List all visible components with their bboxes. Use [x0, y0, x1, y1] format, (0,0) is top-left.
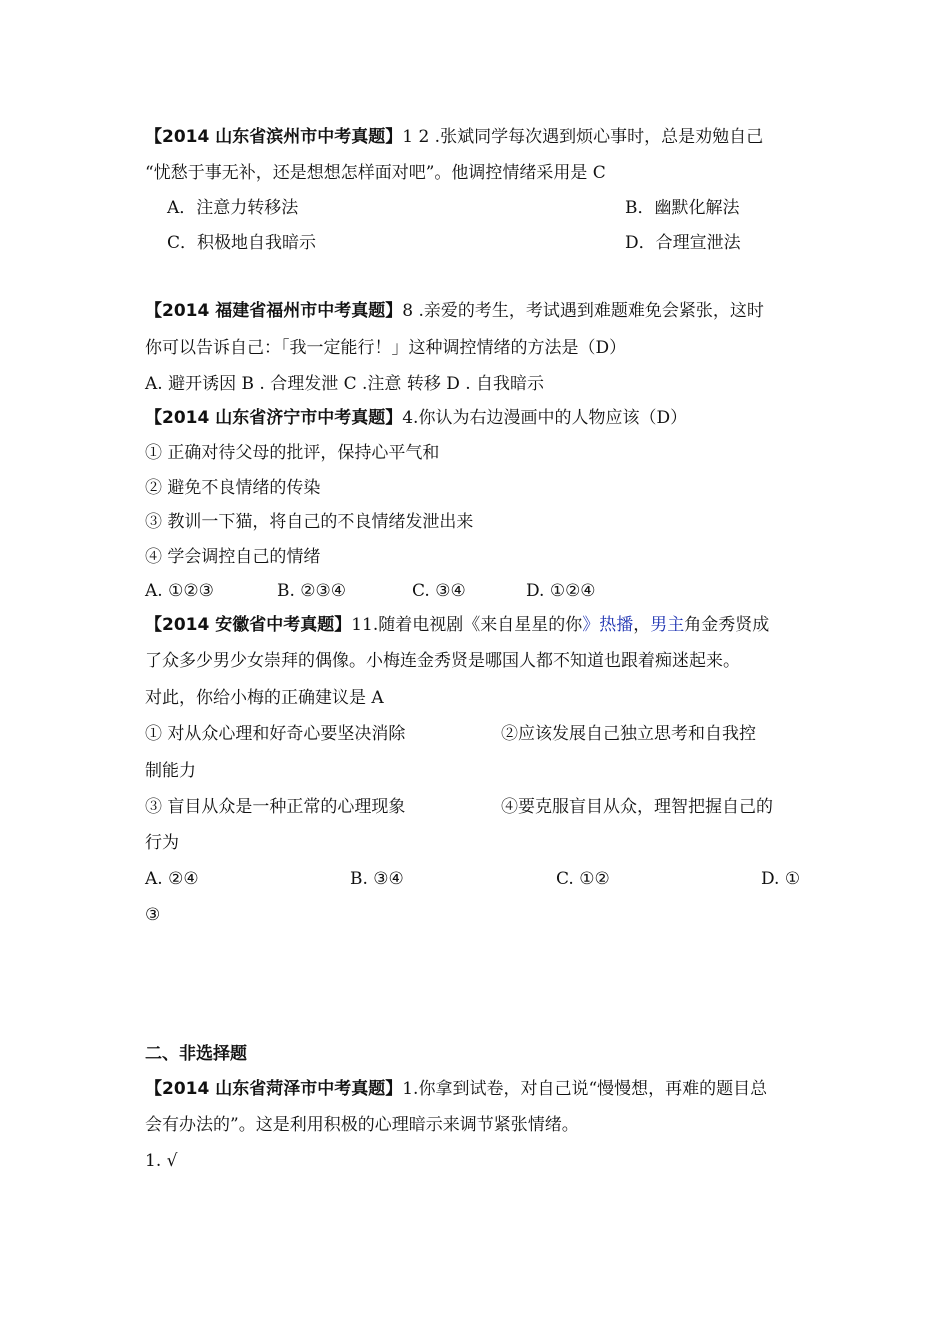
- q4-option-d: D. ①: [761, 869, 801, 889]
- q1-stem-part1: 1 2 .张斌同学每次遇到烦心事时，总是劝勉自己: [402, 127, 764, 147]
- q4-item-1: ① 对从众心理和好奇心要坚决消除: [145, 724, 406, 744]
- q2-stem-part2: 你可以告诉自己：「我一定能行！」这种调控情绪的方法是（D）: [145, 338, 627, 358]
- section2-stem-part1: 1.你拿到试卷，对自己说“慢慢想，再难的题目总: [402, 1079, 768, 1099]
- q3-item-3: ③ 教训一下猫，将自己的不良情绪发泄出来: [145, 512, 474, 532]
- q3-item-4: ④ 学会调控自己的情绪: [145, 547, 321, 567]
- q4-stem-part1c: 角金秀贤成: [684, 615, 770, 635]
- q1-source-tag: 【2014 山东省滨州市中考真题】: [145, 127, 403, 147]
- section2-source-tag: 【2014 山东省菏泽市中考真题】: [145, 1079, 403, 1099]
- q1-stem-part2: “忧愁于事无补，还是想想怎样面对吧”。他调控情绪采用是 C: [145, 163, 606, 183]
- q4-link-broadcast[interactable]: 》热播: [582, 615, 634, 635]
- q1-line1: [145, 125, 810, 149]
- q2-stem-part1: 8 .亲爱的考生，考试遇到难题难免会紧张，这时: [402, 301, 764, 321]
- q3-option-b: B. ②③④: [277, 581, 347, 601]
- q1-option-c: C．积极地自我暗示: [167, 233, 317, 253]
- q4-item-4: ④要克服盲目从众，理智把握自己的: [501, 797, 773, 817]
- q3-option-d: D. ①②④: [526, 581, 596, 601]
- section2-line1: [145, 1077, 810, 1101]
- q3-source-tag: 【2014 山东省济宁市中考真题】: [145, 408, 403, 428]
- q2-source-tag: 【2014 福建省福州市中考真题】: [145, 301, 403, 321]
- q4-stem-part3: 对此，你给小梅的正确建议是 A: [145, 688, 384, 708]
- q4-line1: [145, 613, 810, 637]
- q4-item-4-continued: 行为: [145, 833, 179, 853]
- q3-item-1: ① 正确对待父母的批评，保持心平气和: [145, 443, 440, 463]
- q1-option-d: D．合理宣泄法: [625, 233, 741, 253]
- q3-item-2: ② 避免不良情绪的传染: [145, 478, 321, 498]
- section2-heading: 二、非选择题: [145, 1044, 247, 1064]
- q4-item-2-continued: 制能力: [145, 761, 196, 781]
- q3-line1: [145, 406, 810, 430]
- q4-item-3: ③ 盲目从众是一种正常的心理现象: [145, 797, 406, 817]
- section2-answer: 1. √: [145, 1151, 178, 1171]
- q4-option-c: C. ①②: [556, 869, 610, 889]
- q4-stem-part1a: 11.随着电视剧《来自星星的你: [351, 615, 583, 635]
- q4-item-2: ②应该发展自己独立思考和自我控: [501, 724, 756, 744]
- q2-options: A. 避开诱因 B . 合理发泄 C .注意 转移 D . 自我暗示: [145, 374, 545, 394]
- q4-option-d-continued: ③: [145, 905, 161, 925]
- q4-stem-part2: 了众多少男少女崇拜的偶像。小梅连金秀贤是哪国人都不知道也跟着痴迷起来。: [145, 651, 740, 671]
- q4-stem-comma: ，: [633, 615, 651, 635]
- section2-stem-part2: 会有办法的”。这是利用积极的心理暗示来调节紧张情绪。: [145, 1115, 579, 1135]
- q3-option-a: A. ①②③: [145, 581, 214, 601]
- q3-stem: 4.你认为右边漫画中的人物应该（D）: [402, 408, 688, 428]
- q4-option-b: B. ③④: [350, 869, 404, 889]
- q1-option-a: A．注意力转移法: [167, 198, 299, 218]
- q4-source-tag: 【2014 安徽省中考真题】: [145, 615, 352, 635]
- q2-line1: [145, 299, 810, 323]
- q1-option-b: B．幽默化解法: [625, 198, 740, 218]
- q4-link-lead[interactable]: 男主: [650, 615, 685, 635]
- q3-option-c: C. ③④: [412, 581, 466, 601]
- q4-option-a: A. ②④: [145, 869, 199, 889]
